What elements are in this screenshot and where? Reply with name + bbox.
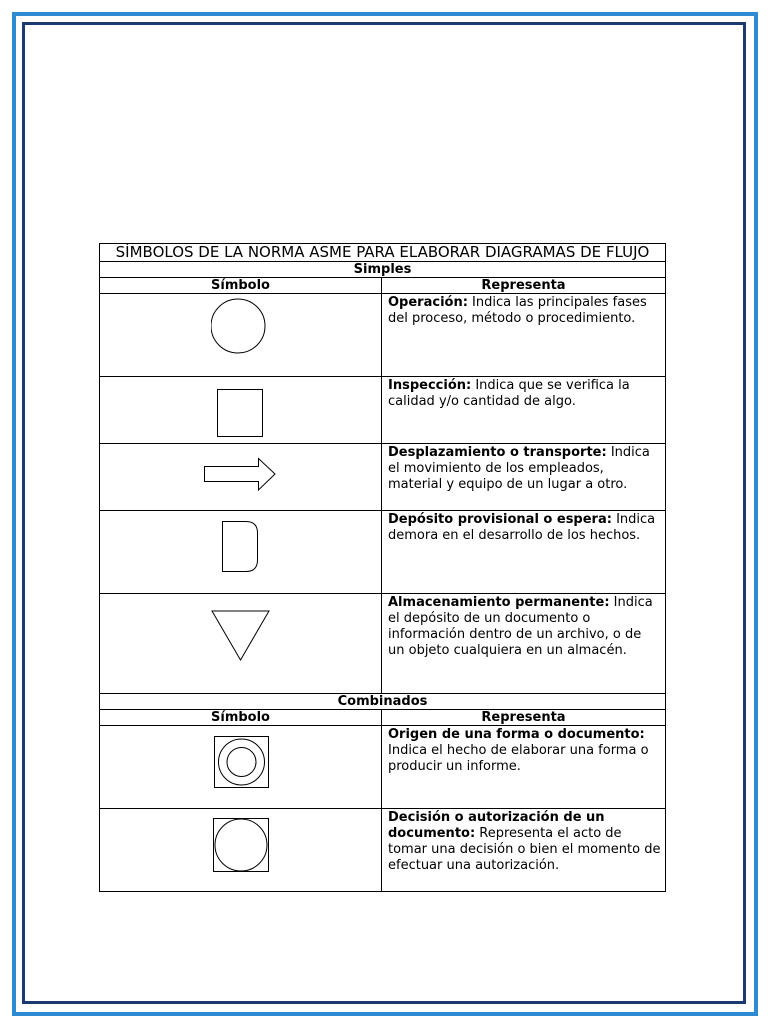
description-cell [382,809,666,892]
table-row [100,377,666,444]
term-label: Inspección: [388,378,472,393]
table-row [100,594,666,694]
term-description: Representa el acto de tomar una decisión o bien el momento de efectuar una autorización. [388,826,661,873]
table-row [100,444,666,511]
term-label: Almacenamiento permanente: [388,595,610,610]
description-cell [382,726,666,809]
col-represents-header: Representa [382,278,666,294]
title-row [100,244,666,262]
table-row [100,726,666,809]
origin-square-double-circle-icon [211,735,271,791]
delay-d-shape-icon [220,519,262,575]
symbol-cell [100,726,382,809]
description-cell [382,294,666,377]
description-cell [382,594,666,694]
term-description: Indica el depósito de un documento o información dentro de un archivo, o de un objeto cualquiera en un almacén. [388,595,653,658]
symbol-cell [100,594,382,694]
symbol-cell [100,511,382,594]
term-label: Depósito provisional o espera: [388,512,612,527]
operation-circle-icon [211,297,271,357]
term-description: Indica demora en el desarrollo de los hechos. [388,512,656,543]
term-label: Origen de una forma o documento: [388,727,645,742]
header-row-simples [100,278,666,294]
asme-symbols-table [99,243,666,892]
term-description: Indica el hecho de elaborar una forma o producir un informe. [388,743,649,774]
term-description: Indica las principales fases del proceso, método o procedimiento. [388,295,647,326]
symbol-cell [100,444,382,511]
term-description: Indica el movimiento de los empleados, material y equipo de un lugar a otro. [388,445,650,492]
col-represents-header: Representa [382,710,666,726]
col-symbol-header: Símbolo [100,710,382,726]
transport-arrow-icon [203,457,279,493]
table-row [100,809,666,892]
symbol-cell [100,294,382,377]
table-row [100,294,666,377]
decision-square-circle-icon [210,817,272,875]
header-row-combinados [100,710,666,726]
table-title: SÍMBOLOS DE LA NORMA ASME PARA ELABORAR DIAGRAMAS DE FLUJO [100,244,666,262]
term-label: Operación: [388,295,468,310]
description-cell [382,444,666,511]
storage-triangle-icon [210,609,272,663]
term-label: Desplazamiento o transporte: [388,445,607,460]
inspection-square-icon [216,388,266,438]
term-description: Indica que se verifica la calidad y/o cantidad de algo. [388,378,630,409]
symbol-cell [100,377,382,444]
description-cell [382,377,666,444]
section-row-combinados [100,694,666,710]
section-simples-label: Simples [100,262,666,278]
section-combinados-label: Combinados [100,694,666,710]
symbol-cell [100,809,382,892]
table-row [100,511,666,594]
col-symbol-header: Símbolo [100,278,382,294]
description-cell [382,511,666,594]
section-row-simples [100,262,666,278]
term-label: Decisión o autorización de un documento: [388,810,605,841]
